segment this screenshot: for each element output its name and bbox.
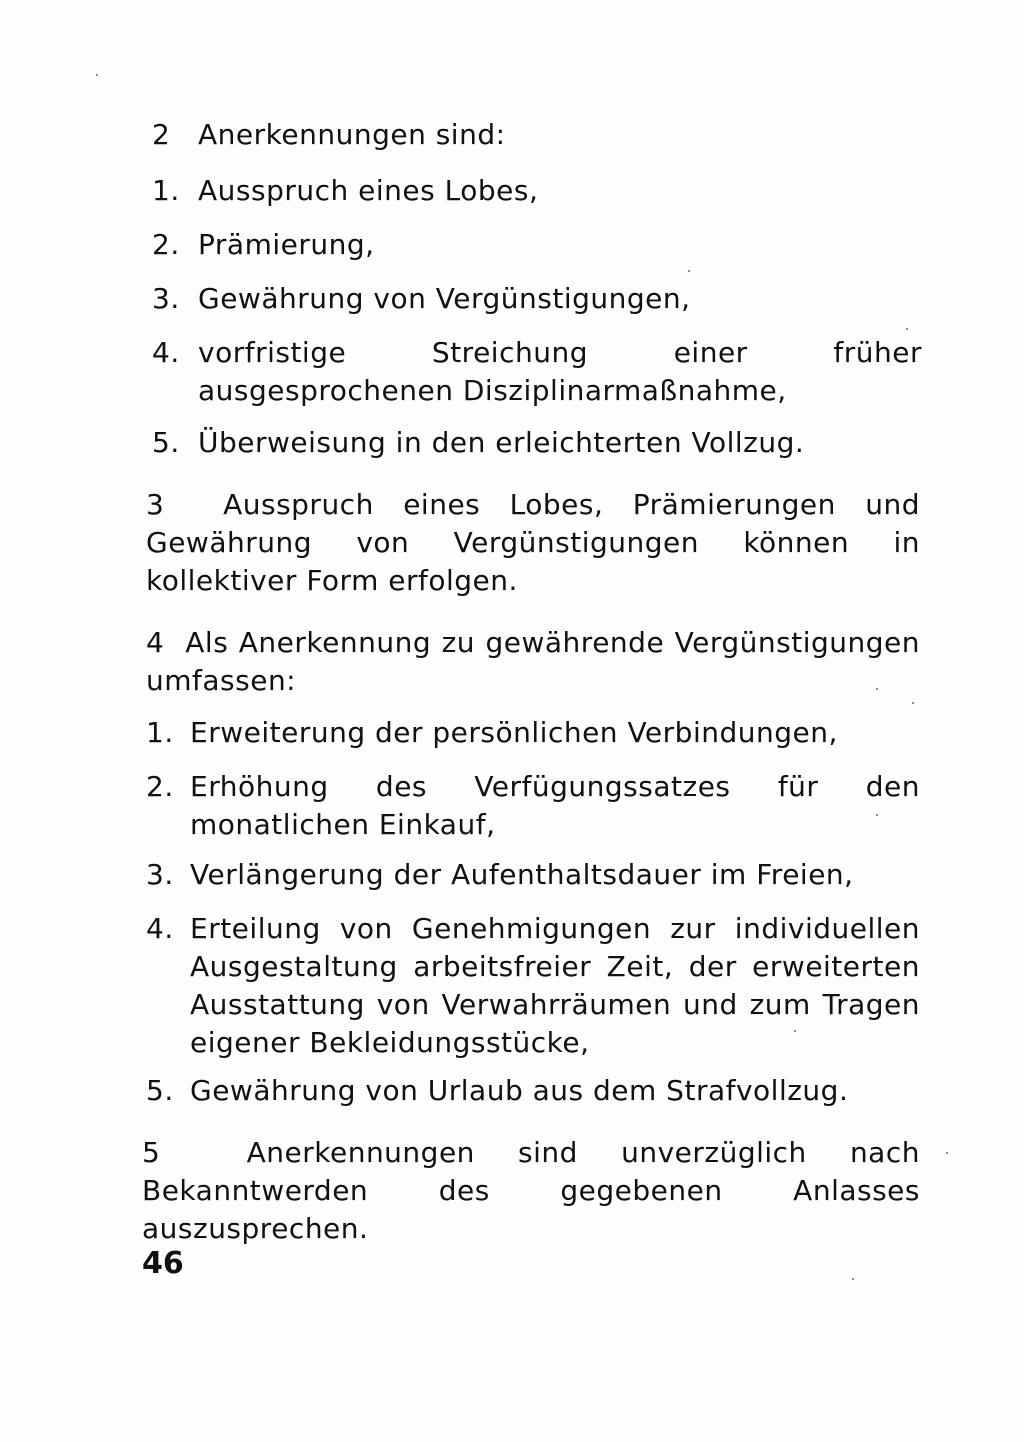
list-item-text: Erweiterung der persönlichen Verbindungen,: [190, 716, 838, 749]
section-3-paragraph: [146, 486, 920, 600]
list-item: [152, 280, 922, 318]
list-item-number: 5.: [146, 1074, 174, 1107]
list-item-number: 4.: [152, 336, 180, 369]
list-item-text: vorfristige Streichung einer früher ausgesprochenen Disziplinarmaßnahme,: [198, 336, 922, 407]
scan-speck: [912, 702, 914, 704]
list-item: [146, 768, 920, 844]
list-item-text: Gewährung von Vergünstigungen,: [198, 282, 691, 315]
list-item-text: Verlängerung der Aufenthaltsdauer im Freien,: [190, 858, 854, 891]
scan-speck: [96, 74, 98, 76]
section-number: 2: [152, 118, 171, 151]
list-item-text: Überweisung in den erleichterten Vollzug.: [198, 426, 805, 459]
section-paragraph-text: Anerkennungen sind unverzüglich nach Bekanntwerden des gegebenen Anlasses auszusprechen.: [142, 1136, 920, 1245]
list-item-number: 4.: [146, 912, 174, 945]
page-number: 46: [142, 1246, 184, 1281]
scan-speck: [906, 328, 908, 330]
list-item: [152, 172, 922, 210]
list-item-text: Erhöhung des Verfügungssatzes für den monatlichen Einkauf,: [190, 770, 920, 841]
scan-speck: [946, 1152, 948, 1154]
section-number: 3: [146, 488, 165, 521]
list-item: [146, 856, 920, 894]
list-item-number: 2.: [152, 228, 180, 261]
list-item-number: 3.: [152, 282, 180, 315]
scan-speck: [852, 1278, 854, 1280]
list-item-number: 1.: [146, 716, 174, 749]
list-item: [152, 226, 922, 264]
section-5-paragraph: [142, 1134, 920, 1248]
section-paragraph-text: Ausspruch eines Lobes, Prämierungen und Gewährung von Vergünstigungen können in kollektiver Form erfolgen.: [146, 488, 920, 597]
section-number: 5: [142, 1136, 161, 1169]
list-item-number: 2.: [146, 770, 174, 803]
list-item-text: Gewährung von Urlaub aus dem Strafvollzug.: [190, 1074, 849, 1107]
section-4-intro: [146, 624, 920, 700]
list-item-text: Ausspruch eines Lobes,: [198, 174, 539, 207]
list-item: [146, 910, 920, 1062]
list-item-number: 3.: [146, 858, 174, 891]
section-intro-text: Als Anerkennung zu gewährende Vergünstigungen umfassen:: [146, 626, 920, 697]
section-2-intro: [152, 116, 922, 154]
list-item: [146, 1072, 920, 1110]
list-item: [152, 334, 922, 410]
list-item-text: Prämierung,: [198, 228, 375, 261]
list-item-number: 1.: [152, 174, 180, 207]
section-intro-text: Anerkennungen sind:: [198, 118, 506, 151]
list-item: [146, 714, 920, 752]
list-item-number: 5.: [152, 426, 180, 459]
section-number: 4: [146, 626, 165, 659]
list-item: [152, 424, 922, 462]
list-item-text: Erteilung von Genehmigungen zur individuellen Ausgestaltung arbeitsfreier Zeit, der erweiterten Ausstattung von Verwahrräumen und zum Tragen eigener Bekleidungsstücke,: [190, 912, 920, 1059]
scan-speck: [688, 270, 690, 272]
